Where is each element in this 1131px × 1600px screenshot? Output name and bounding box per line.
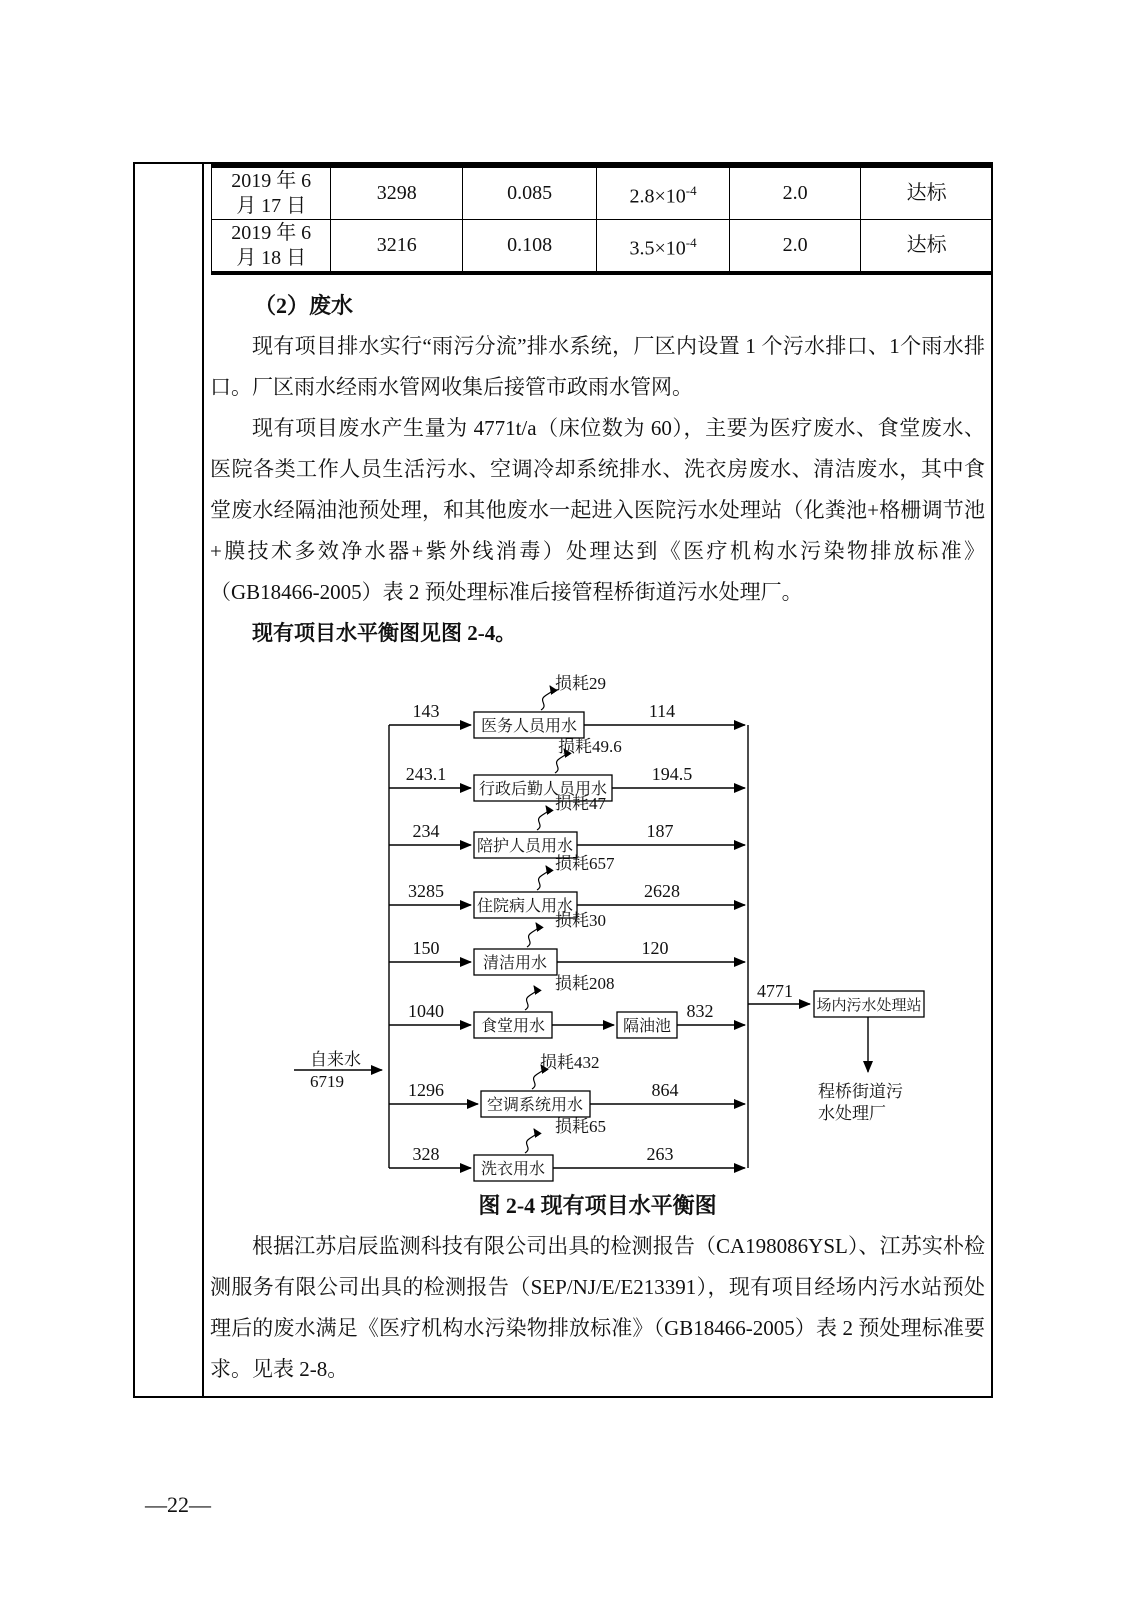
flow-cell: 3298 [331,166,463,220]
svg-text:864: 864 [651,1080,679,1100]
svg-text:水处理厂: 水处理厂 [818,1104,886,1123]
svg-text:243.1: 243.1 [405,764,447,784]
svg-text:损耗29: 损耗29 [555,674,606,693]
value-cell: 2.0 [730,220,861,274]
svg-text:场内污水处理站: 场内污水处理站 [816,998,922,1014]
svg-text:1296: 1296 [408,1080,444,1100]
svg-text:损耗657: 损耗657 [555,854,615,873]
svg-text:损耗65: 损耗65 [555,1117,606,1136]
flow-row [389,911,745,975]
value-cell: 0.085 [463,166,597,220]
svg-text:143: 143 [412,701,440,721]
outer-table [133,162,993,1398]
water-balance-svg [210,656,1002,1184]
status-cell: 达标 [861,220,993,274]
flow-row [389,674,745,738]
paragraph-figure-ref: 现有项目水平衡图见图 2-4。 [252,621,517,645]
sewage-station-branch [748,981,924,1123]
svg-text:120: 120 [641,938,669,958]
content-cell [204,164,991,1396]
svg-text:食堂用水: 食堂用水 [480,1018,546,1035]
svg-text:263: 263 [646,1144,674,1164]
table-row [212,166,993,220]
section-heading: （2）废水 [254,293,354,318]
svg-text:损耗47: 损耗47 [555,794,606,813]
page-number: —22— [145,1492,211,1517]
svg-text:住院病人用水: 住院病人用水 [476,898,574,915]
svg-text:陪护人员用水: 陪护人员用水 [476,838,574,855]
svg-text:隔油池: 隔油池 [622,1018,672,1035]
value-cell: 0.108 [463,220,597,274]
water-balance-diagram [210,656,1002,1184]
svg-text:4771: 4771 [757,981,793,1001]
paragraph-drainage: 现有项目排水实行“雨污分流”排水系统，厂区内设置 1 个污水排口、1个雨水排口。厂区雨水经雨水管网收集后接管市政雨水管网。 [210,334,985,399]
svg-text:空调系统用水: 空调系统用水 [486,1097,584,1114]
svg-text:832: 832 [686,1001,714,1021]
date-cell: 2019 年 6 月 18 日 [212,220,331,274]
status-cell: 达标 [861,166,993,220]
svg-text:6719: 6719 [310,1072,344,1091]
svg-text:损耗30: 损耗30 [555,911,606,930]
svg-text:150: 150 [412,938,440,958]
date-cell: 2019 年 6 月 17 日 [212,166,331,220]
water-source [294,1050,382,1091]
svg-text:损耗208: 损耗208 [555,974,615,993]
svg-text:234: 234 [412,821,440,841]
flow-row [389,1053,745,1117]
svg-text:行政后勤人员用水: 行政后勤人员用水 [478,781,608,798]
monitoring-table [211,164,993,275]
svg-text:194.5: 194.5 [651,764,693,784]
flow-row [389,737,745,801]
svg-text:328: 328 [412,1144,440,1164]
paragraph-reports: 根据江苏启辰监测科技有限公司出具的检测报告（CA198086YSL）、江苏实朴检测服务有限公司出具的检测报告（SEP/NJ/E/E213391），现有项目经场内污水站预处理后的废水满足《医疗机构水污染物排放标准》（GB18466-2005）表 2 预处理标准要求。见表 2-8。 [210,1234,985,1381]
table-row [212,220,993,274]
flow-row [389,1117,745,1181]
svg-text:程桥街道污: 程桥街道污 [818,1082,903,1101]
svg-text:1040: 1040 [408,1001,444,1021]
svg-text:2628: 2628 [644,881,680,901]
empty-category-column [135,164,204,1396]
flow-row [389,854,745,918]
svg-text:自来水: 自来水 [310,1050,361,1069]
svg-text:清洁用水: 清洁用水 [482,955,548,972]
value-cell: 2.0 [730,166,861,220]
paragraph-wastewater: 现有项目废水产生量为 4771t/a（床位数为 60），主要为医疗废水、食堂废水、医院各类工作人员生活污水、空调冷却系统排水、洗衣房废水、清洁废水，其中食堂废水经隔油池预处理，和其他废水一起进入医院污水处理站（化粪池+格栅调节池+膜技术多效净水器+紫外线消毒）处理达到《医疗机构水污染物排放标准》（GB18466-2005）表 2 预处理标准后接管程桥街道污水处理厂。 [210,416,985,604]
value-exp-cell: $3.5\times 10^{-4}$ [597,220,730,274]
svg-text:114: 114 [648,701,676,721]
svg-text:187: 187 [646,821,674,841]
svg-text:损耗432: 损耗432 [540,1053,600,1072]
figure-caption: 图 2-4 现有项目水平衡图 [478,1193,717,1218]
svg-text:3285: 3285 [408,881,444,901]
svg-text:洗衣用水: 洗衣用水 [480,1161,546,1178]
flow-row [389,794,745,858]
flow-cell: 3216 [331,220,463,274]
flow-row-canteen [389,974,745,1038]
svg-text:损耗49.6: 损耗49.6 [558,737,622,756]
value-exp-cell: $2.8\times 10^{-4}$ [597,166,730,220]
svg-text:医务人员用水: 医务人员用水 [480,718,578,735]
